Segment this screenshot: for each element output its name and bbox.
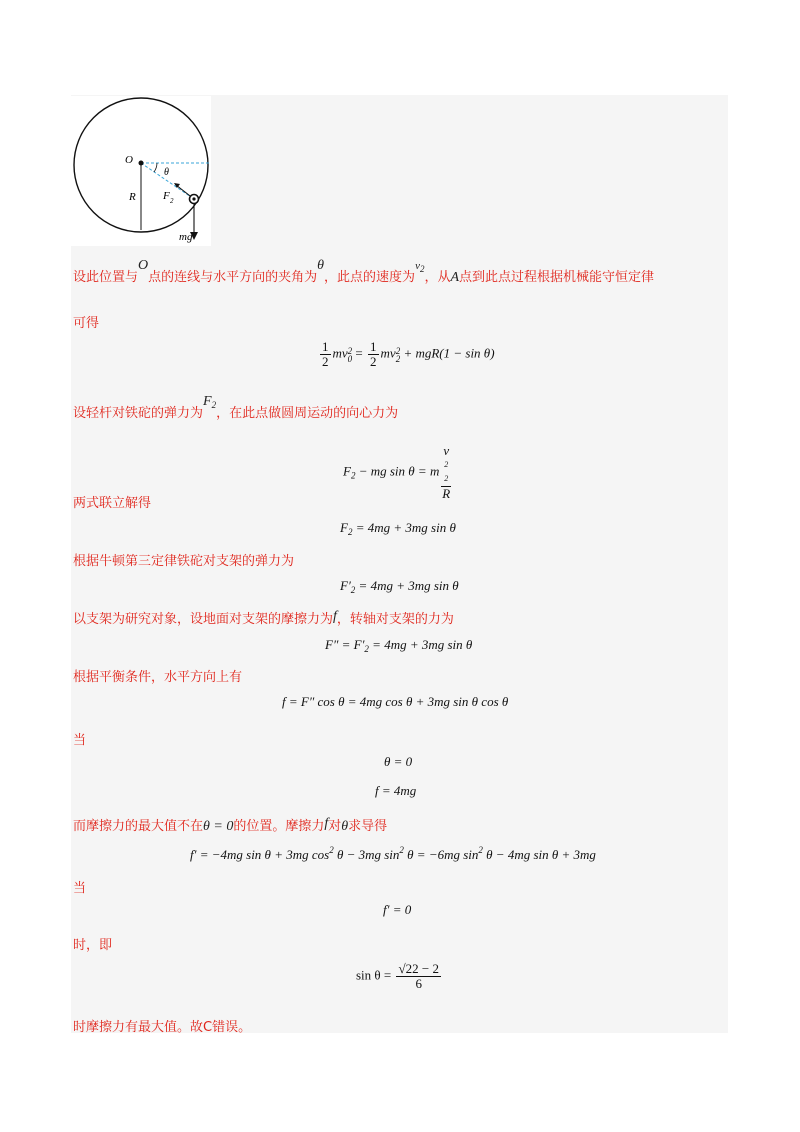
paragraph-6: 以支架为研究对象，设地面对支架的摩擦力为f，转轴对支架的力为	[73, 609, 454, 627]
label-F-sub: 2	[170, 197, 174, 205]
label-O: O	[125, 154, 133, 166]
circle-figure	[71, 96, 211, 246]
paragraph-7: 根据平衡条件，水平方向上有	[73, 670, 243, 685]
equation-F2-prime: $F'_2 = 4mg + 3mg$ sin θ	[340, 578, 459, 595]
equation-centripetal: $F_2$ − mg sin θ = m v 2 2 R	[343, 443, 451, 501]
paragraph-8: 当	[73, 733, 87, 748]
equation-theta-zero: θ = 0	[384, 754, 413, 769]
paragraph-5: 根据牛顿第三定律铁砣对支架的弹力为	[73, 554, 295, 569]
paragraph-10: 当	[73, 881, 87, 896]
equation-F-double-prime: $F'' = F'_2 = 4mg + 3mg$ sin θ	[325, 637, 473, 654]
paragraph-1: 设此位置与O点的连线与水平方向的夹角为θ，此点的速度为$^{v_2}$，从A点到此点过程根据机械能守恒定律	[73, 258, 655, 285]
paragraph-12: 时摩擦力有最大值。故C错误。	[73, 1020, 252, 1035]
equation-sin-theta: sin θ = $\frac{√22 - 2}{6}$	[356, 961, 439, 991]
paragraph-11: 时，即	[73, 938, 113, 953]
paragraph-4: 两式联立解得	[73, 496, 152, 511]
label-F: F	[163, 190, 170, 202]
equation-F2: $F_2 = 4mg + 3mg$ sin θ	[340, 520, 456, 537]
equation-energy: $\frac{1}{2}$ mv 2 0 = $\frac{1}{2}$ mv 2 2 + mgR(1 − sin θ)	[322, 339, 495, 369]
equation-derivative-zero: f′ = 0	[383, 902, 412, 917]
equation-f-4mg: f = 4mg	[375, 783, 417, 798]
label-R: R	[129, 191, 136, 203]
label-mg: mg	[179, 231, 193, 243]
paragraph-2: 可得	[73, 316, 100, 331]
paragraph-9: 而摩擦力的最大值不在θ = 0的位置。摩擦力f对θ求导得	[73, 816, 388, 834]
equation-friction: f = F″ cos θ = 4mg cos θ + 3mg sin θ cos θ	[282, 694, 509, 709]
label-theta: θ	[164, 167, 169, 178]
equation-derivative: f′ = −4mg sin θ + 3mg $\cos^2 \theta - 3mg$ $\sin^2 \theta = -6mg$ $\sin^2 \theta - 4mg$ sin θ + 3mg	[190, 845, 596, 862]
paragraph-3: 设轻杆对铁砣的弹力为$F_2$，在此点做圆周运动的向心力为	[73, 394, 399, 421]
